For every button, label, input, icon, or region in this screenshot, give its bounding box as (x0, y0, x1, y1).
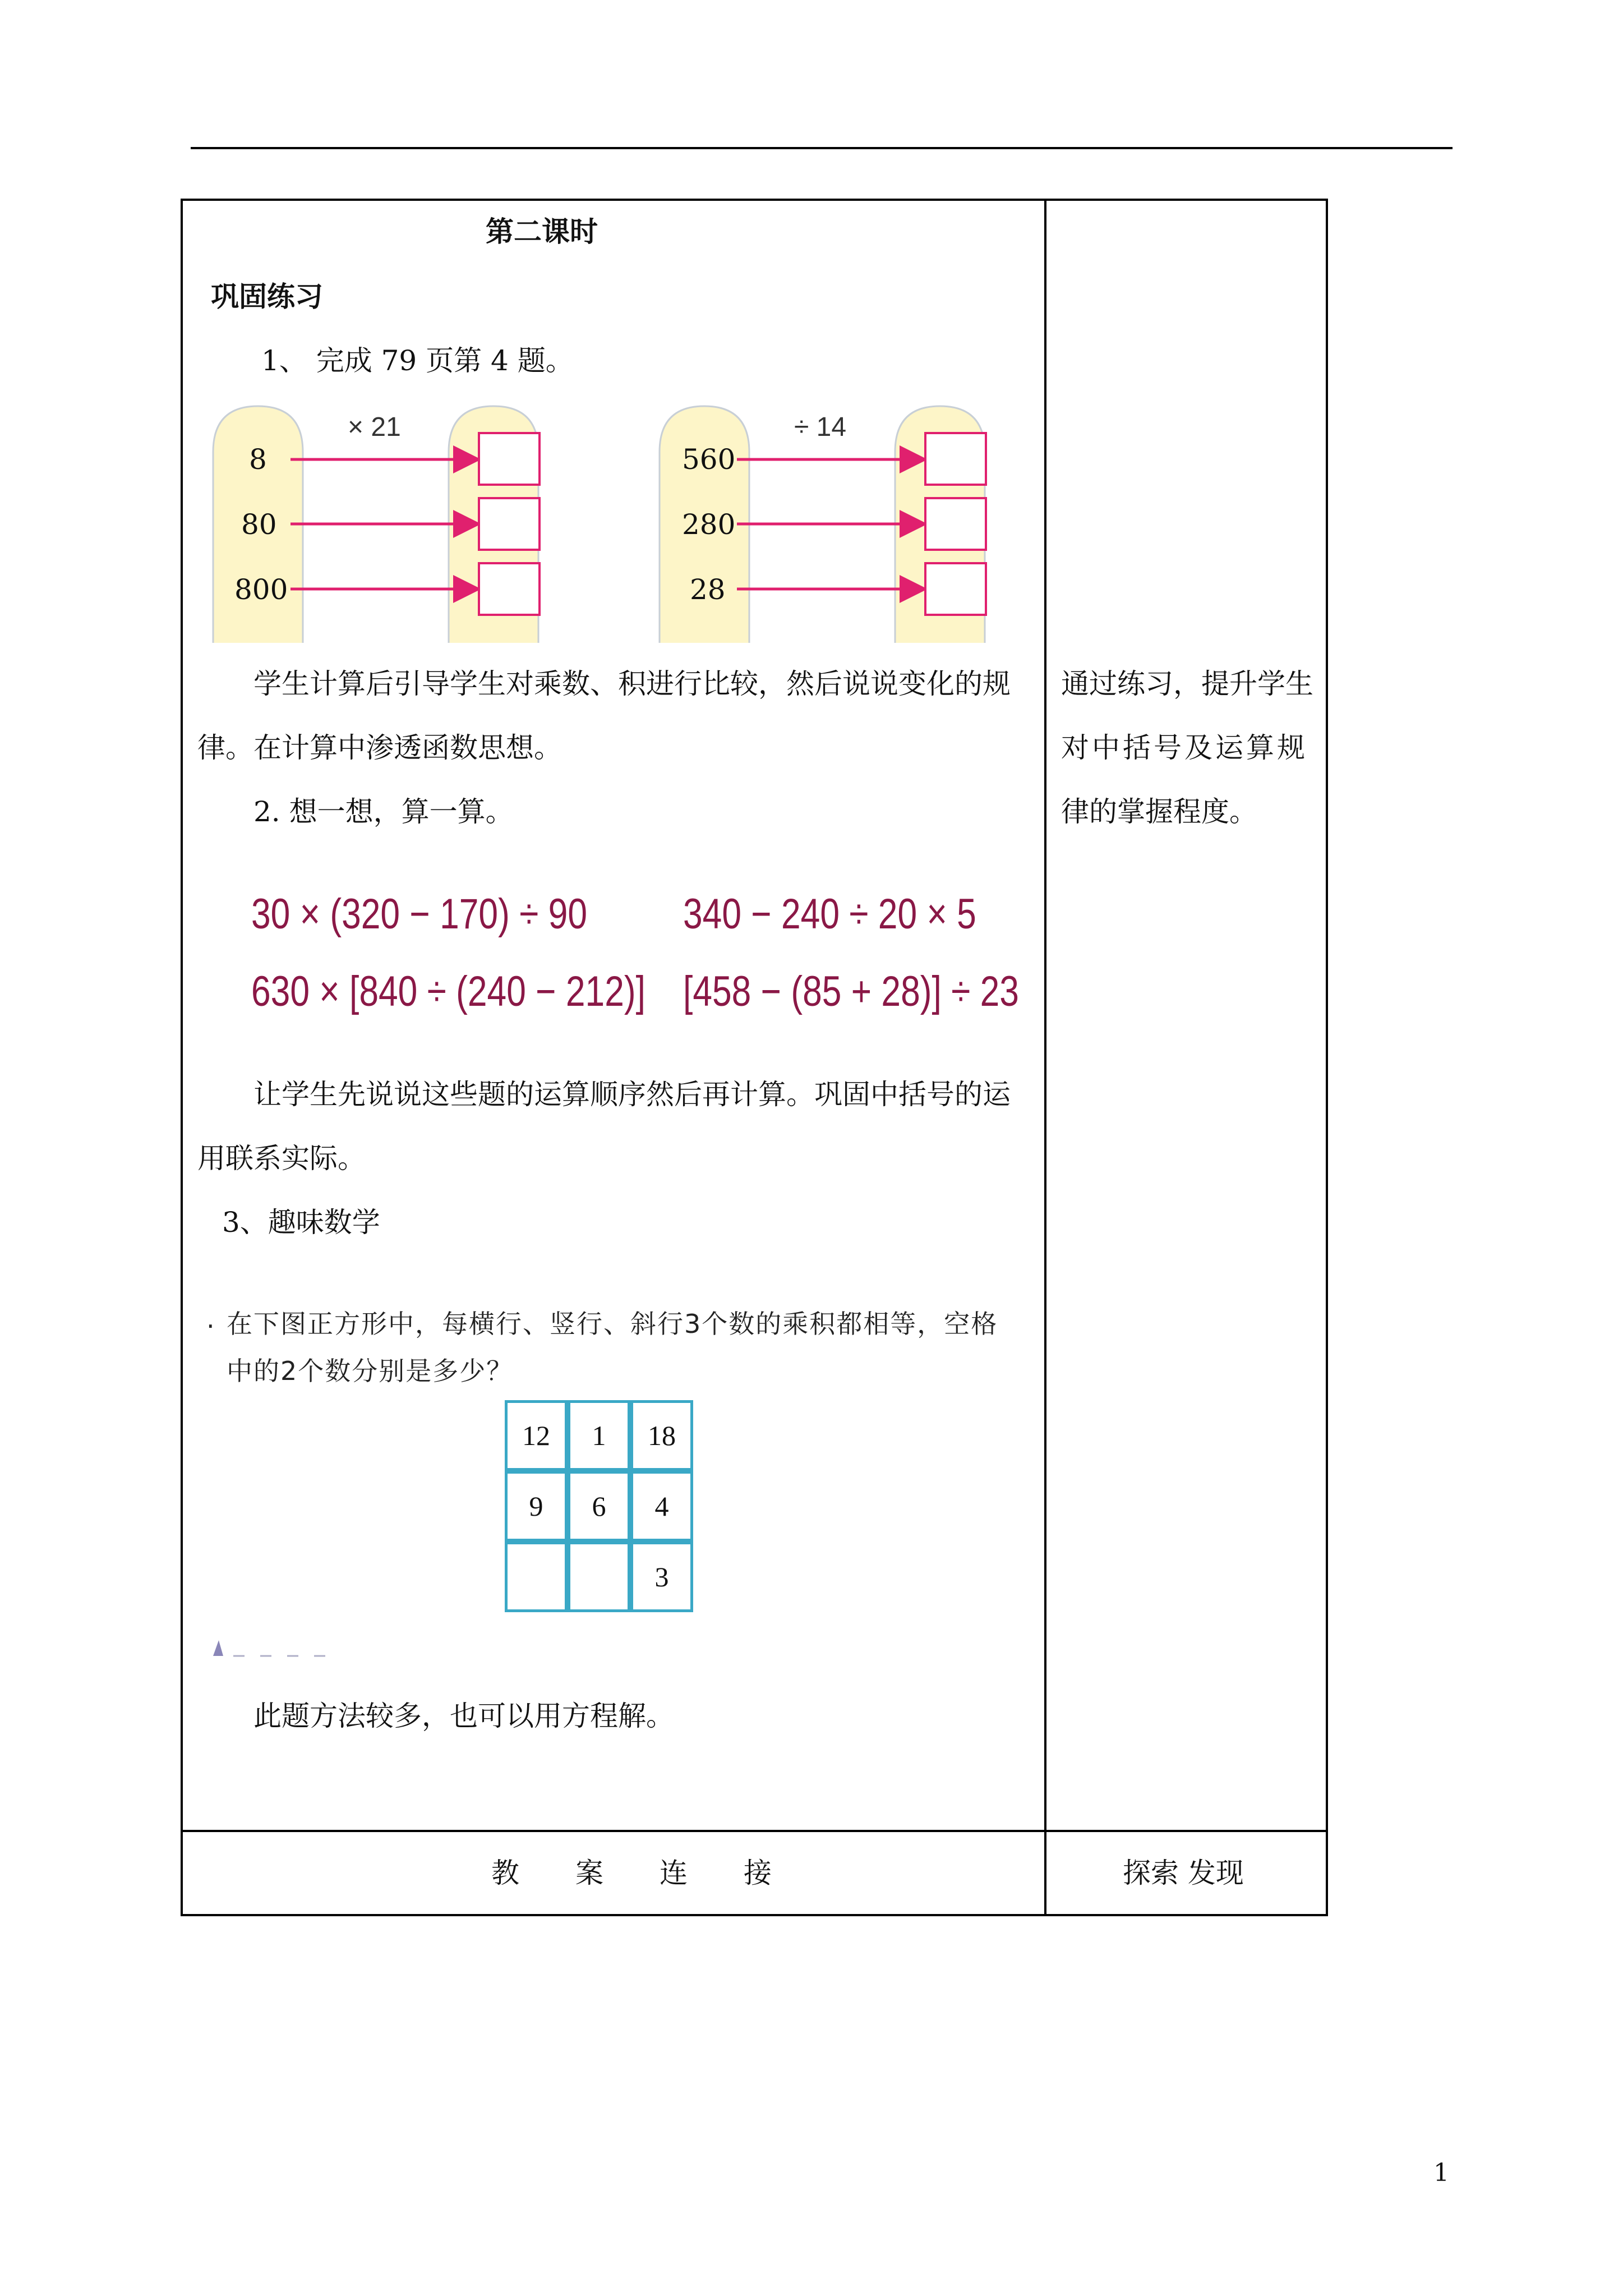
table-left-border (181, 199, 183, 1916)
grid-cell-r1c3: 18 (630, 1400, 693, 1471)
input-value-3: 800 (234, 573, 288, 606)
exercise-1-text: 1、 完成 79 页第 4 题。 (261, 344, 574, 377)
side-note-line-1: 通过练习，提升学生 (1061, 668, 1313, 700)
operator-label: ÷ 14 (794, 412, 847, 442)
answer-box-3 (925, 563, 986, 615)
table-column-divider (1044, 199, 1046, 1916)
paragraph-1-line-2: 律。在计算中渗透函数思想。 (197, 731, 562, 764)
header-rule (191, 147, 1453, 149)
side-note-line-3: 律的掌握程度。 (1061, 795, 1257, 828)
page-number: 1 (1433, 2159, 1449, 2187)
footer-right-label: 探索 发现 (1123, 1857, 1244, 1889)
expression-4: [458 − (85 + 28)] ÷ 23 (683, 968, 1019, 1015)
table-top-border (181, 199, 1328, 201)
lesson-title: 第二课时 (486, 215, 598, 248)
scan-artifact (211, 1637, 345, 1659)
grid-cell-r1c1: 12 (505, 1400, 568, 1471)
grid-cell-r3c1 (505, 1542, 568, 1612)
mapping-diagram-divide (654, 402, 1013, 643)
puzzle-line-2: 中的2个数分别是多少？ (227, 1356, 514, 1386)
input-value-1: 560 (682, 443, 736, 476)
puzzle-bullet: . (206, 1304, 216, 1334)
table-bottom-border (181, 1914, 1328, 1916)
table-row-divider (181, 1830, 1328, 1832)
input-value-1: 8 (249, 443, 267, 476)
mapping-diagram-multiply (208, 402, 566, 643)
side-note-line-2: 对中括号及运算规 (1061, 731, 1308, 764)
expression-2: 340 − 240 ÷ 20 × 5 (683, 890, 976, 938)
answer-box-2 (925, 498, 986, 550)
grid-cell-r2c3: 4 (630, 1471, 693, 1542)
puzzle-line-1: 在下图正方形中，每横行、竖行、斜行3个数的乘积都相等，空格 (227, 1309, 998, 1339)
input-value-2: 280 (682, 508, 736, 541)
footer-left-label: 教 案 连 接 (491, 1857, 772, 1889)
paragraph-3: 此题方法较多，也可以用方程解。 (253, 1700, 674, 1732)
input-value-2: 80 (241, 508, 277, 541)
section-heading: 巩固练习 (211, 280, 323, 313)
grid-cell-r3c2 (568, 1542, 630, 1612)
expression-3: 630 × [840 ÷ (240 − 212)] (251, 968, 645, 1015)
answer-box-1 (925, 433, 986, 485)
answer-box-2 (479, 498, 540, 550)
paragraph-2-line-1: 让学生先说说这些题的运算顺序然后再计算。巩固中括号的运 (253, 1078, 1011, 1111)
paragraph-1-line-1: 学生计算后引导学生对乘数、积进行比较，然后说说变化的规 (253, 668, 1011, 700)
grid-cell-r3c3: 3 (630, 1542, 693, 1612)
scan-artifact-svg (211, 1637, 345, 1659)
operator-label: × 21 (348, 412, 401, 442)
answer-box-1 (479, 433, 540, 485)
grid-cell-r2c2: 6 (568, 1471, 630, 1542)
answer-box-3 (479, 563, 540, 615)
input-value-3: 28 (690, 573, 726, 606)
grid-cell-r1c2: 1 (568, 1400, 630, 1471)
table-right-border (1326, 199, 1328, 1916)
paragraph-2-line-2: 用联系实际。 (197, 1142, 366, 1175)
grid-cell-r2c1: 9 (505, 1471, 568, 1542)
expression-1: 30 × (320 − 170) ÷ 90 (251, 890, 587, 938)
exercise-3-text: 3、趣味数学 (222, 1206, 380, 1239)
exercise-2-text: 2. 想一想，算一算。 (253, 795, 514, 828)
